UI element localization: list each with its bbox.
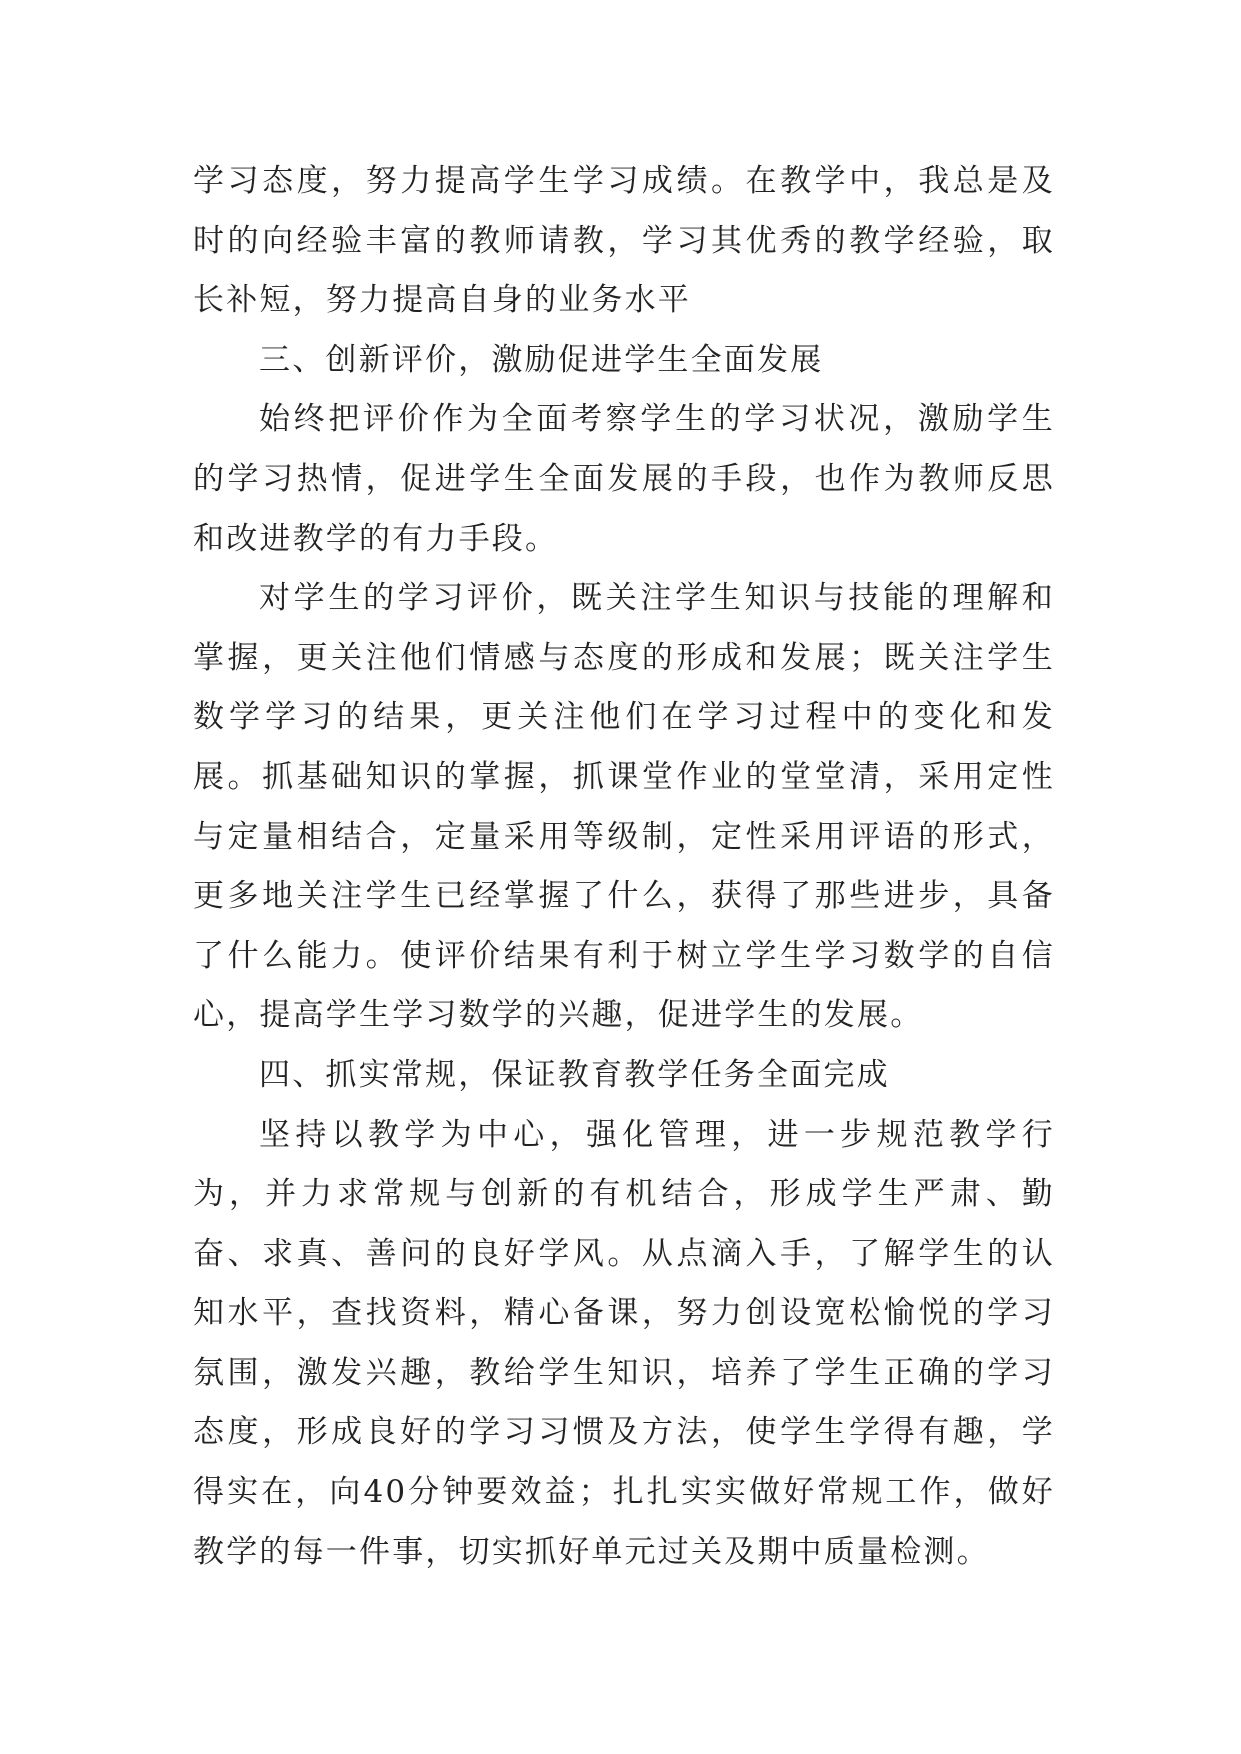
document-body xyxy=(193,152,1055,1582)
section-heading-4: 四、抓实常规，保证教育教学任务全面完成 xyxy=(259,1056,890,1093)
paragraph-2: 始终把评价作为全面考察学生的学习状况，激励学生的学习热情，促进学生全面发展的手段，也作为教师反思和改进教学的有力手段。 xyxy=(193,401,1055,557)
paragraph-4: 坚持以教学为中心，强化管理，进一步规范教学行为，并力求常规与创新的有机结合，形成学生严肃、勤奋、求真、善问的良好学风。从点滴入手，了解学生的认知水平，查找资料，精心备课，努力创设宽松愉悦的学习氛围，激发兴趣，教给学生知识，培养了学生正确的学习态度，形成良好的学习习惯及方法，使学生学得有趣，学得实在，向40分钟要效益；扎扎实实做好常规工作，做好教学的每一件事，切实抓好单元过关及期中质量检测。 xyxy=(193,1116,1055,1570)
paragraph-1: 学习态度，努力提高学生学习成绩。在教学中，我总是及时的向经验丰富的教师请教，学习其优秀的教学经验，取长补短，努力提高自身的业务水平 xyxy=(193,163,1055,319)
paragraph-3: 对学生的学习评价，既关注学生知识与技能的理解和掌握，更关注他们情感与态度的形成和发展；既关注学生数学学习的结果，更关注他们在学习过程中的变化和发展。抓基础知识的掌握，抓课堂作业的堂堂清，采用定性与定量相结合，定量采用等级制，定性采用评语的形式，更多地关注学生已经掌握了什么，获得了那些进步，具备了什么能力。使评价结果有利于树立学生学习数学的自信心，提高学生学习数学的兴趣，促进学生的发展。 xyxy=(193,580,1055,1034)
section-heading-3: 三、创新评价，激励促进学生全面发展 xyxy=(259,341,824,378)
